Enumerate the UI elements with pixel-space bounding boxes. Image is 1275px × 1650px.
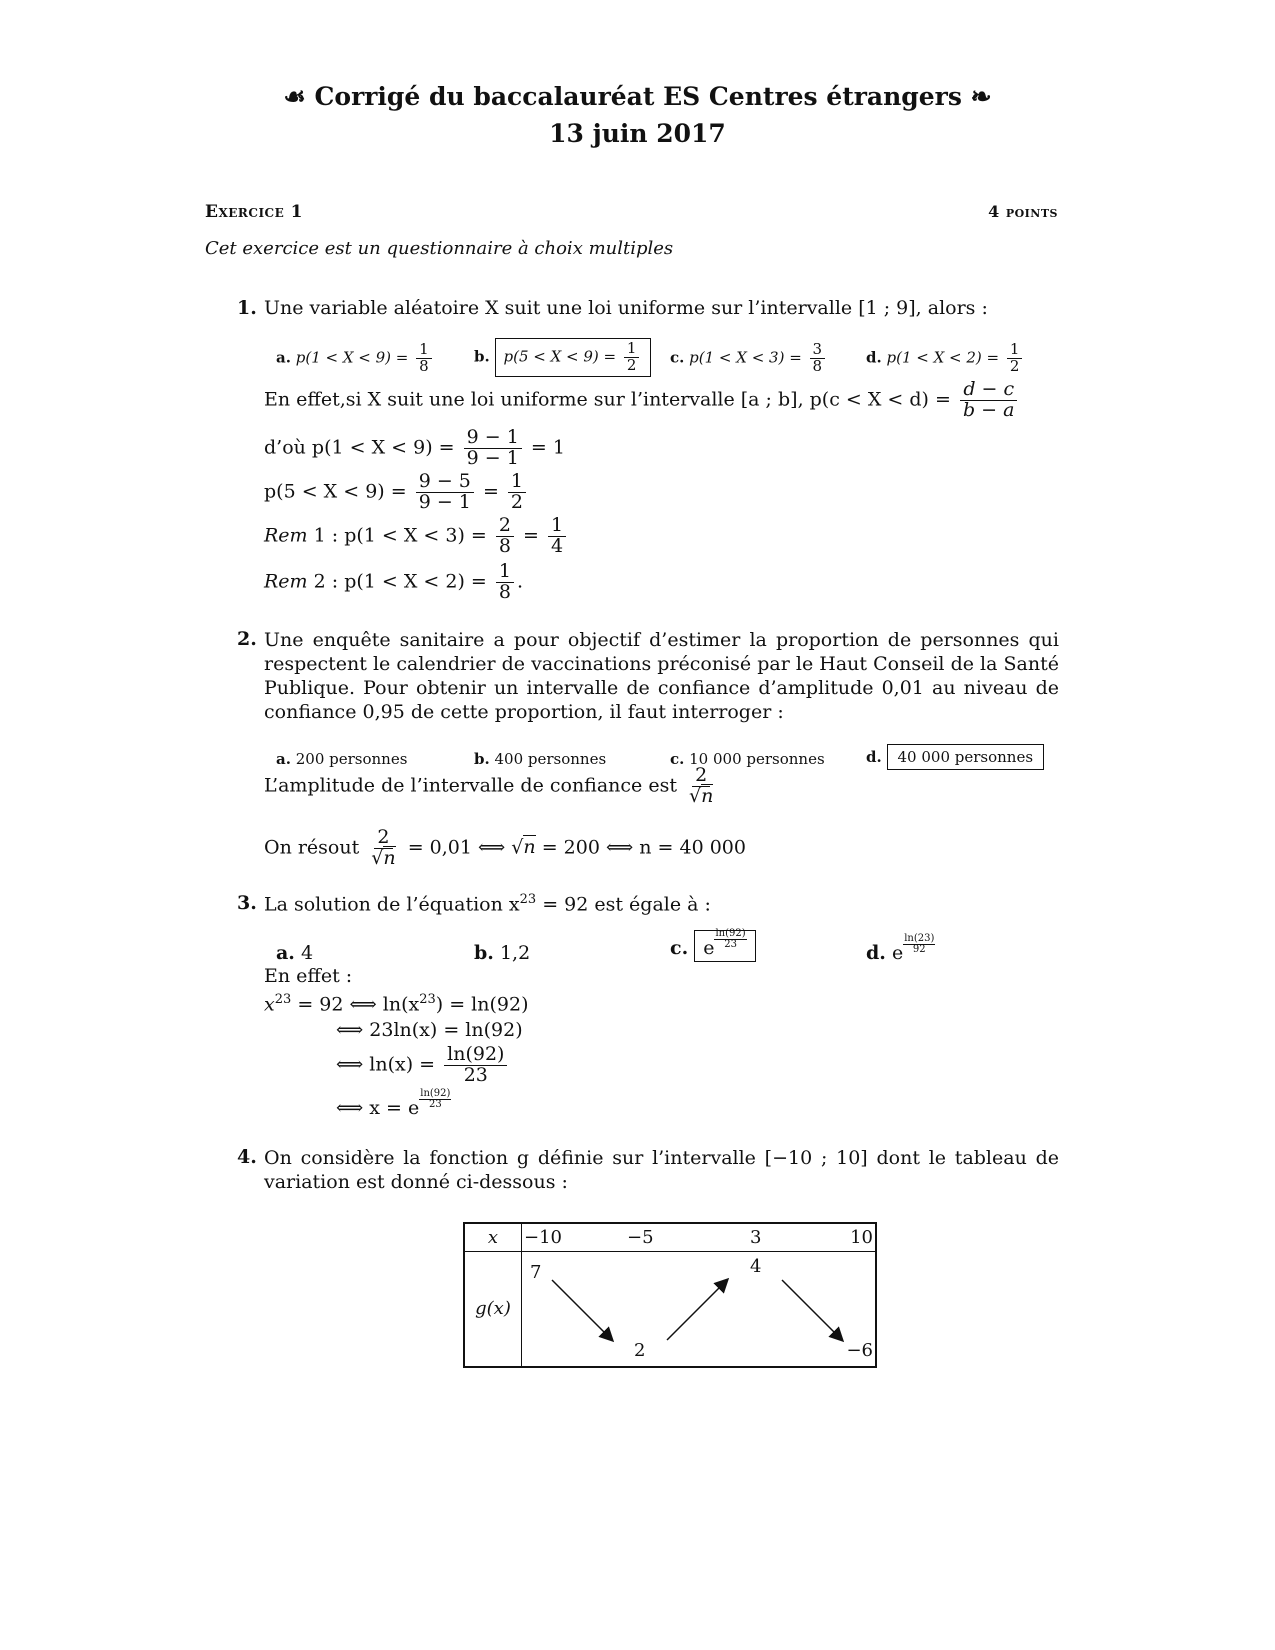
option-fraction bbox=[1007, 342, 1023, 375]
q3-step2: ⟺ 23ln(x) = ln(92) bbox=[336, 1019, 523, 1041]
frac-den: 9 − 1 bbox=[418, 490, 471, 513]
x-value: −5 bbox=[627, 1227, 654, 1248]
q3-number: 3. bbox=[237, 892, 257, 914]
frac-den: 8 bbox=[419, 356, 429, 375]
rem-label: Rem bbox=[264, 524, 308, 547]
rem-label: Rem bbox=[264, 570, 308, 593]
frac-den: 2 bbox=[510, 490, 523, 513]
text: d’où p(1 < X < 9) = bbox=[264, 436, 455, 459]
text: = bbox=[523, 524, 539, 547]
q3-statement bbox=[264, 892, 711, 915]
correct-answer-box bbox=[495, 338, 652, 377]
g-value: 4 bbox=[750, 1255, 762, 1277]
frac-num: 1 bbox=[508, 472, 526, 493]
fraction bbox=[548, 516, 566, 557]
x-value: 10 bbox=[850, 1227, 873, 1248]
q2-solve-line bbox=[264, 828, 746, 869]
q1-option-c bbox=[670, 342, 828, 375]
table-x-values bbox=[522, 1223, 877, 1251]
frac-den: 9 − 1 bbox=[466, 446, 519, 469]
ornament-right-icon: ❧ bbox=[970, 82, 992, 111]
arrow-down-icon bbox=[782, 1280, 842, 1340]
frac-num: 1 bbox=[496, 562, 514, 583]
document-title bbox=[0, 82, 1275, 111]
text: x bbox=[264, 993, 275, 1016]
table-x-label: x bbox=[464, 1223, 522, 1251]
text: En effet,si X suit une loi uniforme sur l’intervalle [a ; b], p(c < X < d) = bbox=[264, 388, 951, 411]
exponent-fraction bbox=[903, 934, 935, 955]
option-lhs: p(1 < X < 2) = bbox=[886, 348, 1000, 367]
frac-den: 8 bbox=[498, 580, 511, 603]
option-letter: b. bbox=[474, 942, 494, 964]
q1-option-d bbox=[866, 342, 1025, 375]
option-lhs: p(5 < X < 9) = bbox=[503, 347, 617, 366]
text: p(5 < X < 9) = bbox=[264, 480, 407, 503]
arrow-down-icon bbox=[552, 1280, 612, 1340]
g-value: −6 bbox=[846, 1339, 873, 1361]
q3-option-c bbox=[670, 930, 756, 962]
text: La solution de l’équation x bbox=[264, 893, 520, 916]
q1-statement: Une variable aléatoire X suit une loi uniforme sur l’intervalle [1 ; 9], alors : bbox=[264, 297, 988, 319]
frac-num: 9 − 1 bbox=[464, 428, 522, 449]
text: ) = ln(92) bbox=[435, 993, 529, 1016]
variation-arrows bbox=[522, 1252, 878, 1368]
exercise-points: 4 points bbox=[988, 202, 1058, 221]
q3-step4 bbox=[336, 1088, 451, 1119]
variation-table bbox=[463, 1222, 877, 1368]
exp-base: e bbox=[891, 942, 904, 964]
text: = 92 ⟺ ln(x bbox=[297, 993, 420, 1016]
fraction bbox=[416, 472, 474, 513]
q1-rem1 bbox=[264, 516, 569, 557]
q1-line1 bbox=[264, 428, 565, 469]
option-text: 4 bbox=[300, 942, 314, 964]
fraction bbox=[444, 1045, 507, 1086]
fraction bbox=[496, 562, 514, 603]
exponent: 23 bbox=[519, 892, 537, 907]
formula-fraction bbox=[960, 380, 1018, 421]
frac-num: 1 bbox=[1007, 342, 1023, 359]
q1-option-a bbox=[276, 342, 435, 375]
exercise-subtitle: Cet exercice est un questionnaire à choix multiples bbox=[205, 238, 674, 259]
frac-den: 8 bbox=[498, 534, 511, 557]
text: = 0,01 ⟺ bbox=[407, 836, 506, 859]
frac-den: 92 bbox=[912, 944, 926, 955]
text: On résout bbox=[264, 836, 360, 859]
table-g-values bbox=[522, 1251, 877, 1367]
fraction bbox=[368, 828, 398, 869]
x-value: 3 bbox=[750, 1227, 762, 1248]
q3-option-d bbox=[866, 933, 935, 964]
frac-num: 1 bbox=[548, 516, 566, 537]
g-value: 2 bbox=[634, 1339, 646, 1361]
q1-explanation-intro bbox=[264, 380, 1020, 421]
frac-num: 3 bbox=[810, 342, 826, 359]
option-letter: c. bbox=[670, 348, 685, 367]
q3-option-b bbox=[474, 942, 530, 964]
q3-step1 bbox=[264, 992, 529, 1015]
ornament-left-icon: ☙ bbox=[283, 82, 306, 111]
frac-num: ln(23) bbox=[904, 933, 935, 944]
frac-den: 2 bbox=[1009, 356, 1020, 375]
q4-statement: On considère la fonction g définie sur l’intervalle [−10 ; 10] dont le tableau de variation est donné ci-dessous : bbox=[264, 1147, 1059, 1193]
frac-den: b − a bbox=[962, 398, 1015, 421]
text: ⟺ x = e bbox=[336, 1097, 420, 1119]
frac-den: 23 bbox=[724, 939, 737, 950]
text: L’amplitude de l’intervalle de confiance est bbox=[264, 774, 677, 797]
document-date: 13 juin 2017 bbox=[549, 119, 726, 148]
q2-number: 2. bbox=[237, 628, 257, 650]
frac-den: √n bbox=[689, 784, 714, 807]
frac-den: 23 bbox=[463, 1063, 488, 1086]
q2-statement: Une enquête sanitaire a pour objectif d’estimer la proportion de personnes qui respectent le calendrier de vaccinations préconisé par le Haut Conseil de la Santé Publique. Pour obtenir un intervalle de confiance d’amplitude 0,01 au niveau de confiance 0,95 de cette proportion, il faut interroger : bbox=[264, 629, 1059, 723]
sqrt-arg: n bbox=[701, 784, 714, 807]
exercise-name: Exercice 1 bbox=[205, 202, 303, 222]
text: 2 : p(1 < X < 2) = bbox=[313, 570, 487, 593]
option-letter: a. bbox=[276, 750, 291, 768]
option-letter: c. bbox=[670, 750, 685, 768]
sqrt-arg: n bbox=[523, 836, 536, 859]
frac-num: 9 − 5 bbox=[416, 472, 474, 493]
option-fraction bbox=[416, 342, 432, 375]
option-text: 1,2 bbox=[499, 942, 531, 964]
frac-num: 1 bbox=[624, 341, 640, 358]
option-text: 200 personnes bbox=[295, 750, 408, 768]
g-value: 7 bbox=[530, 1261, 542, 1283]
text: = bbox=[482, 480, 499, 503]
frac-den: 4 bbox=[551, 534, 564, 557]
option-letter: d. bbox=[866, 348, 882, 367]
q3-step3 bbox=[336, 1045, 510, 1086]
q3-option-a bbox=[276, 942, 313, 964]
sqrt-arg: n bbox=[383, 846, 396, 869]
fraction bbox=[686, 766, 716, 807]
exponent: 23 bbox=[419, 992, 436, 1007]
fraction bbox=[464, 428, 522, 469]
option-letter: c. bbox=[670, 937, 689, 959]
x-value: −10 bbox=[524, 1227, 562, 1248]
text: = 1 bbox=[530, 436, 565, 459]
exponent-fraction bbox=[714, 929, 746, 950]
correct-answer-box bbox=[887, 744, 1045, 770]
option-letter: a. bbox=[276, 942, 295, 964]
frac-num: 1 bbox=[416, 342, 432, 359]
text: ⟺ ln(x) = bbox=[336, 1053, 436, 1076]
option-letter: d. bbox=[866, 942, 886, 964]
title-main: Corrigé du baccalauréat ES Centres étrangers bbox=[314, 82, 962, 111]
frac-num: ln(92) bbox=[420, 1088, 451, 1099]
q1-rem2 bbox=[264, 562, 523, 603]
frac-den: 23 bbox=[428, 1099, 442, 1110]
arrow-up-icon bbox=[667, 1280, 727, 1340]
exponent-fraction bbox=[419, 1089, 451, 1110]
g-label-text: g(x) bbox=[475, 1298, 511, 1320]
q2-option-d bbox=[866, 744, 1044, 770]
option-fraction bbox=[624, 341, 640, 374]
q3-en-effet: En effet : bbox=[264, 965, 353, 987]
frac-num: ln(92) bbox=[715, 928, 746, 939]
option-letter: b. bbox=[474, 347, 490, 366]
frac-den: 8 bbox=[812, 356, 823, 375]
exponent: 23 bbox=[274, 992, 292, 1007]
text: = 200 ⟺ n = 40 000 bbox=[541, 836, 746, 859]
option-letter: d. bbox=[866, 748, 882, 766]
correct-answer-box bbox=[694, 930, 755, 962]
q4-number: 4. bbox=[237, 1146, 257, 1168]
frac-num: ln(92) bbox=[444, 1045, 507, 1066]
option-letter: a. bbox=[276, 348, 291, 367]
table-g-label bbox=[464, 1251, 522, 1367]
option-text: 40 000 personnes bbox=[897, 748, 1034, 766]
frac-den: √n bbox=[371, 846, 396, 869]
frac-num: 2 bbox=[374, 828, 392, 849]
text: . bbox=[516, 570, 524, 593]
sqrt: √n bbox=[511, 836, 536, 859]
q1-number: 1. bbox=[237, 297, 257, 319]
option-text: 400 personnes bbox=[494, 750, 607, 768]
option-lhs: p(1 < X < 9) = bbox=[295, 348, 409, 367]
option-text: 10 000 personnes bbox=[689, 750, 825, 768]
frac-num: 2 bbox=[496, 516, 514, 537]
frac-den: 2 bbox=[626, 355, 637, 374]
option-letter: b. bbox=[474, 750, 490, 768]
text: 1 : p(1 < X < 3) = bbox=[313, 524, 487, 547]
option-fraction bbox=[810, 342, 826, 375]
text: = 92 est égale à : bbox=[542, 893, 711, 916]
fraction bbox=[496, 516, 514, 557]
q1-line2 bbox=[264, 472, 529, 513]
option-lhs: p(1 < X < 3) = bbox=[689, 348, 802, 367]
frac-num: 2 bbox=[692, 766, 710, 787]
q2-amplitude-line bbox=[264, 766, 719, 807]
fraction bbox=[508, 472, 526, 513]
frac-num: d − c bbox=[960, 380, 1017, 401]
exp-base: e bbox=[703, 937, 715, 959]
q1-option-b bbox=[474, 338, 651, 377]
